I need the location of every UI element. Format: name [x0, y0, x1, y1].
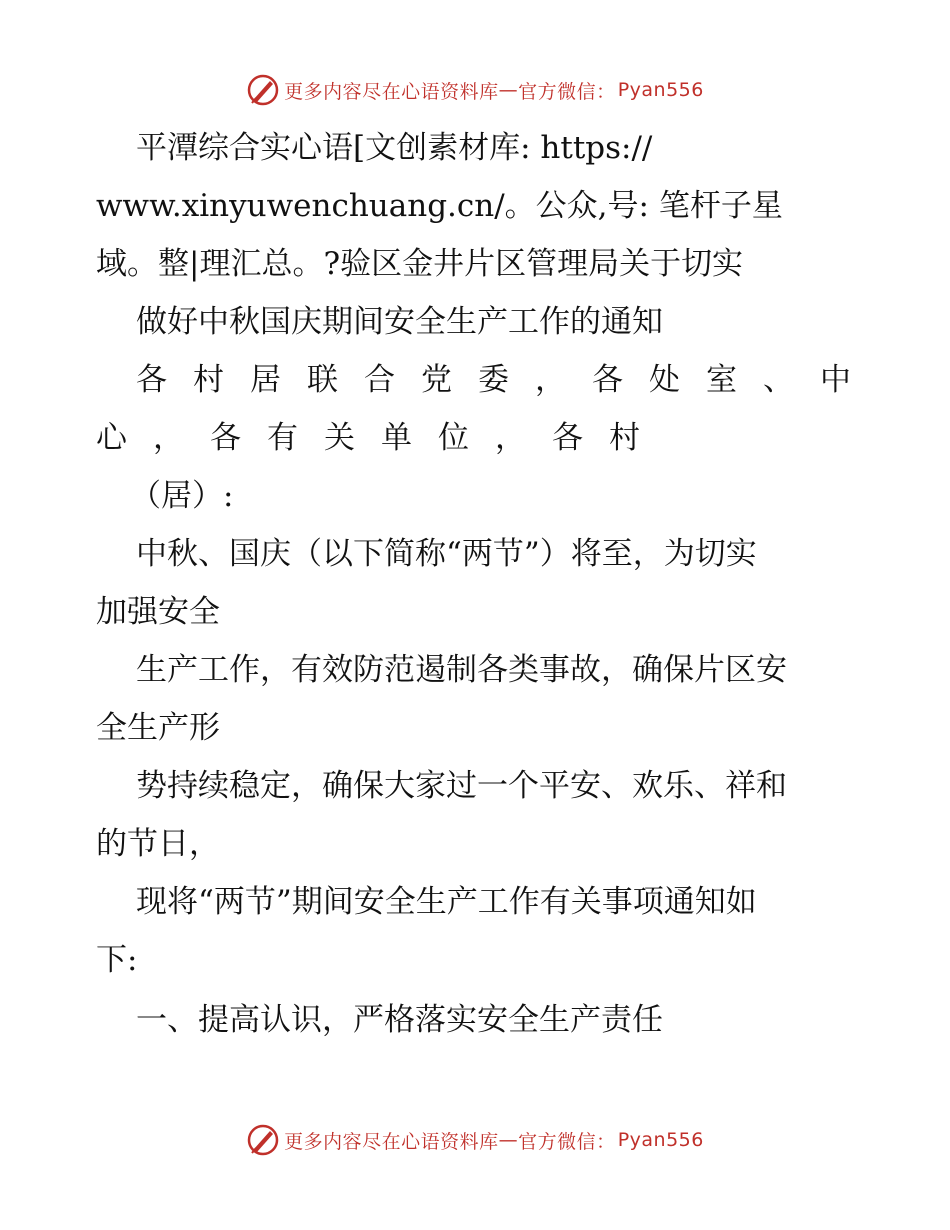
doc-line: 心，各有关单位，各村: [96, 420, 666, 456]
doc-line: 中秋、国庆（以下简称“两节”）将至，为切实: [136, 536, 757, 572]
watermark-separator: —: [498, 1129, 519, 1151]
doc-line: （居）:: [130, 478, 234, 514]
watermark-account-id: Pyan556: [617, 79, 704, 101]
doc-line: 加强安全: [96, 594, 220, 630]
doc-line: 下:: [96, 942, 138, 978]
footer-watermark: [0, 1122, 950, 1158]
doc-title-line: 做好中秋国庆期间安全生产工作的通知: [136, 304, 663, 340]
doc-line: 各村居联合党委，各处室、中: [136, 362, 877, 398]
watermark-brand: 更多内容尽在心语资料库: [284, 1130, 499, 1153]
watermark-separator: —: [498, 79, 519, 101]
quill-logo-icon: [246, 73, 280, 107]
doc-line: www.xinyuwenchuang.cn/。公众,号: 笔杆子星: [96, 188, 783, 224]
doc-line: 势持续稳定，确保大家过一个平安、欢乐、祥和: [136, 768, 787, 804]
doc-line: 平潭综合实心语[文创素材库: https://: [136, 130, 653, 166]
doc-line: 域。整|理汇总。?验区金井片区管理局关于切实: [96, 246, 744, 282]
watermark-account-label: 官方微信：: [518, 80, 616, 103]
doc-section-heading: 一、提高认识，严格落实安全生产责任: [136, 1002, 663, 1038]
header-watermark: [0, 72, 950, 108]
doc-line: 的节日，: [96, 826, 220, 862]
doc-line: 生产工作，有效防范遏制各类事故，确保片区安: [136, 652, 787, 688]
watermark-account-label: 官方微信：: [518, 1130, 616, 1153]
watermark-account-id: Pyan556: [617, 1129, 704, 1151]
doc-line: 现将“两节”期间安全生产工作有关事项通知如: [136, 884, 757, 920]
doc-line: 全生产形: [96, 710, 220, 746]
watermark-brand: 更多内容尽在心语资料库: [284, 80, 499, 103]
quill-logo-icon: [246, 1123, 280, 1157]
